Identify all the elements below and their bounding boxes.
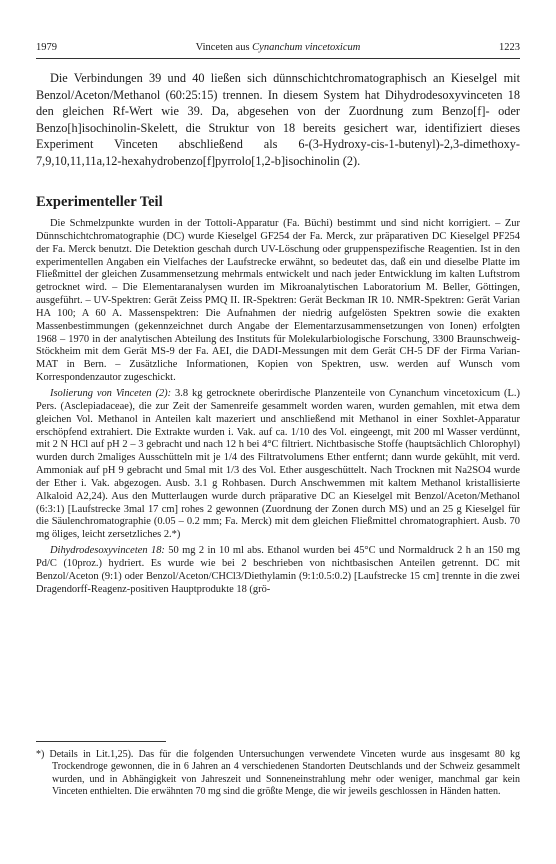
isolation-heading: Isolierung von Vinceten (2):: [50, 387, 172, 399]
footnote: *) Details in Lit.1,25). Das für die folgenden Untersuchungen verwendete Vinceten wurde aus insgesamt 80 kg Trockendroge gewonnen, die in 6 Jahren an 4 verschiedenen Standorten Deutschlands und der Schweiz gesammelt wurden, und in Abhängigkeit von Jahreszeit und Sonneneinstrahlung mehr oder weniger, manchmal gar kein Vinceten enthielten. Die erwähnten 70 mg sind die größte Menge, die wir jeweils geschlossen in Händen hatten.: [36, 749, 520, 798]
footnote-rule: [36, 741, 166, 742]
methods-paragraph: Die Schmelzpunkte wurden in der Tottoli-Apparatur (Fa. Büchi) bestimmt und sind nicht korrigiert. – Zur Dünnschichtchromatographie (DC) wurde Kieselgel GF254 der Fa. Merck, zur präparativen DC Kieselgel PF254 der Fa. Merck benutzt. Die Detektion geschah durch UV-Löschung oder gruppenspezifische Reagentien. Ist in den experimentellen Angaben ein Vielfaches der Laufstrecke erwähnt, so bedeutet das, daß ein und dieselbe Platte im Fließmittel der gleichen Zusammensetzung mehrmals entwickelt und nach jeder Entwicklung im kalten Luftstrom getrocknet wird. – Die Elementaranalysen wurden im Mikroanalytischen Laboratorium M. Beller, Göttingen, ausgeführt. – UV-Spektren: Gerät Zeiss PMQ II. IR-Spektren: Gerät Beckman IR 10. NMR-Spektren: Gerät Varian HA 100; A 60 A. Massenspektren: Die Aufnahmen der niedrig aufgelösten Spektren sowie die exakten Massenbestimmungen (gekennzeichnet durch Angabe der Elementarzusammensetzungen von Ionen) erfolgten 1968 – 1970 in der analytischen Abteilung des Instituts für Molekularbiologische Forschung, 3300 Braunschweig-Stöckheim mit dem Gerät MS-9 der Fa. AEI, die DADI-Messungen mit dem Gerät CH-5 DF der Firma Varian-MAT in Bern. – Zusätzliche Informationen, Kopien von Spektren, usw. werden auf Wunsch vom Korrespondenzautor zugeschickt.: [36, 218, 520, 384]
running-header: [36, 42, 520, 58]
header-species: Cynanchum vincetoxicum: [252, 42, 361, 53]
header-year: 1979: [36, 42, 57, 53]
isolation-paragraph: [36, 388, 520, 542]
dihydro-text: 50 mg 2 in 10 ml abs. Ethanol wurden bei 45°C und Normaldruck 2 h an 150 mg Pd/C (10proz.) hydriert. Es wurde wie bei 2 beschrieben von nichtbasischen Anteilen getrennt. DC mit Benzol/Aceton (9:1) oder Benzol/Aceton/CHCl3/Diethylamin (9:1:0.5:0.2) [Laufstrecke 15 cm] trennte in die zwei Dragendorff-Reagenz-positiven Hauptprodukte 18 (grö-: [36, 545, 520, 595]
section-title: Experimenteller Teil: [36, 194, 163, 210]
isolation-text: 3.8 kg getrocknete oberirdische Planzenteile von Cynanchum vincetoxicum (L.) Pers. (Asclepiadaceae), die zur Zeit der Samenreife gesammelt worden waren, wurden gemahlen, mit etwa dem gleichen Vol. Methanol in Anteilen kalt mazeriert und anschließend mit Methanol in einer Soxhlet-Apparatur erschöpfend extrahiert. Die Extrakte wurden i. Vak. auf ca. 1/10 des Vol. eingeengt, mit 200 ml Wasser verdünnt, mit 2 N HCl auf pH 2 – 3 gebracht und nach 12 h bei 4°C filtriert. Nichtbasische Stoffe (hauptsächlich Chlorophyl) wurden durch 2maliges Ausschütteln mit je 1/4 des Filtratvolumens Ether entfernt; dann wurde gekühlt, mit verd. Ammoniak auf pH 9 gebracht und 5mal mit 1/3 des Vol. Ether ausgeschüttelt. Nach Trocknen mit Na2SO4 wurde der Ether i. Vak. abgezogen. Ausb. 3.1 g Rohbasen. Durch Anschwemmen mit kaltem Methanol kristallisierte Alkaloid A2,24). Aus den Mutterlaugen wurde durch präparative DC an Kieselgel mit Benzol/Aceton/Methanol (6:3:1) [Laufstrecke 3mal 17 cm] rohes 2 gewonnen (Zuordnung der Zonen durch MS) und an 25 g Kieselgel für die Säulenchromatographie (0.05 – 0.2 mm; Fa. Merck) mit dem gleichen Fließmittel chromatographiert. Ausb. 70 mg öliges, leicht zersetzliches 2.*): [36, 387, 520, 541]
dihydro-heading: Dihydrodesoxyvinceten 18:: [50, 545, 165, 557]
header-rule: [36, 58, 520, 59]
experimental-body: [36, 218, 520, 599]
dihydro-paragraph: [36, 545, 520, 596]
header-page-number: 1223: [499, 42, 520, 53]
intro-paragraph: Die Verbindungen 39 und 40 ließen sich dünnschichtchromatographisch an Kieselgel mit Benzol/Aceton/Methanol (60:25:15) trennen. In diesem System hat Dihydrodesoxyvinceten 18 den gleichen Rf-Wert wie 39. Da, abgesehen von der Zuordnung zum Benzo[f]- oder Benzo[h]isochinolin-Skelett, die Struktur von 18 bereits gesichert war, identifiziert dieses Experiment Vinceten abschließend als 6-(3-Hydroxy-cis-1-butenyl)-2,3-dimethoxy-7,9,10,11,11a,12-hexahydrobenzo[f]pyrrolo[1,2-b]isochinolin (2).: [36, 71, 520, 168]
header-title: Vinceten aus Cynanchum vincetoxicum: [195, 42, 361, 53]
